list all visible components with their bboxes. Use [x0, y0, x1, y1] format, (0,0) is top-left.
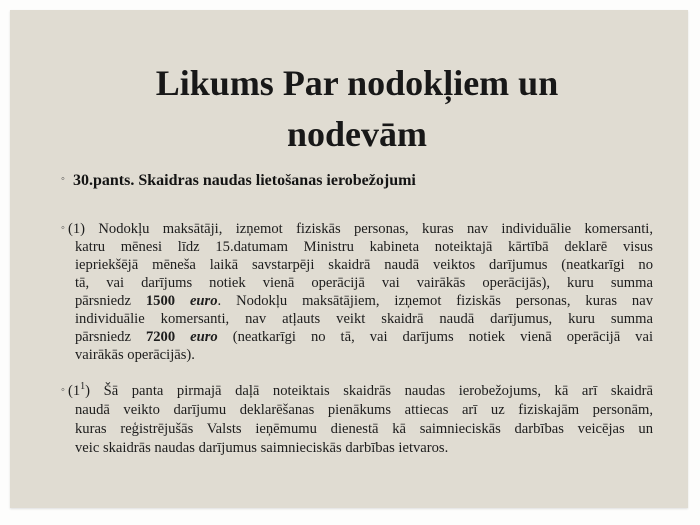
paragraph-1	[57, 220, 653, 364]
paragraph-1-line-3: iepriekšējā mēneša laikā savstarpēji skaidrā naudā veiktos darījumus (neatkarīgi no	[75, 257, 653, 273]
paragraph-1-line-4: tā, vai darījums notiek vienā operācijā vai vairākās operācijās), kuru summa	[75, 275, 653, 291]
line-text: (neatkarīgi no tā, vai darījums notiek vienā operācijā vai	[232, 329, 653, 345]
paragraph-2-line-1	[68, 382, 653, 401]
line-text: (1	[68, 383, 81, 399]
amount-7200: 7200	[145, 329, 176, 345]
bullet-icon: ◦	[61, 222, 65, 234]
euro-term-1: euro	[189, 293, 218, 309]
slide-title	[26, 58, 688, 160]
paragraph-1-line-6: individuālie komersanti, nav atļauts veikt skaidrā naudā darījumus, kuru summa	[75, 311, 653, 327]
bullet-icon: ◦	[61, 384, 65, 396]
title-line-2: nodevām	[286, 114, 427, 154]
line-text: pārsniedz	[75, 329, 131, 345]
article-heading-text: 30.pants. Skaidras naudas lietošanas ierobežojumi	[73, 172, 416, 189]
superscript-1: 1	[80, 382, 86, 392]
line-text: ) Šā panta pirmajā daļā noteiktais skaidrās naudas ierobežojums, kā arī skaidrā	[85, 383, 653, 399]
line-text: pārsniedz	[75, 293, 131, 309]
paragraph-2-line-2: naudā veikto darījumu deklarēšanas pienākums attiecas arī uz fiziskajām personām,	[75, 402, 653, 418]
paragraph-1-line-1: (1) Nodokļu maksātāji, izņemot fiziskās personas, kuras nav individuālie komersanti,	[68, 221, 653, 237]
paragraph-2	[57, 382, 653, 458]
bullet-icon: ◦	[61, 173, 65, 185]
slide	[10, 10, 688, 508]
paragraph-1-line-8: vairākās operācijās).	[75, 347, 195, 363]
amount-1500: 1500	[145, 293, 176, 309]
title-line-1: Likums Par nodokļiem un	[155, 63, 559, 103]
euro-term-2: euro	[190, 329, 218, 345]
paragraph-1-line-7	[75, 328, 653, 346]
paragraph-1-line-5	[75, 292, 653, 310]
paragraph-2-line-4: veic skaidrās naudas darījumus saimnieciskās darbības ietvaros.	[75, 440, 449, 456]
paragraph-2-line-3: kuras reģistrējušās Valsts ieņēmumu dienestā kā saimnieciskās darbības veicējas un	[75, 421, 653, 437]
line-text: . Nodokļu maksātājiem, izņemot fiziskās personas, kuras nav	[217, 293, 653, 309]
article-heading	[57, 171, 651, 191]
paragraph-1-line-2: katru mēnesi līdz 15.datumam Ministru kabineta noteiktajā kārtībā deklarē visus	[75, 239, 653, 255]
